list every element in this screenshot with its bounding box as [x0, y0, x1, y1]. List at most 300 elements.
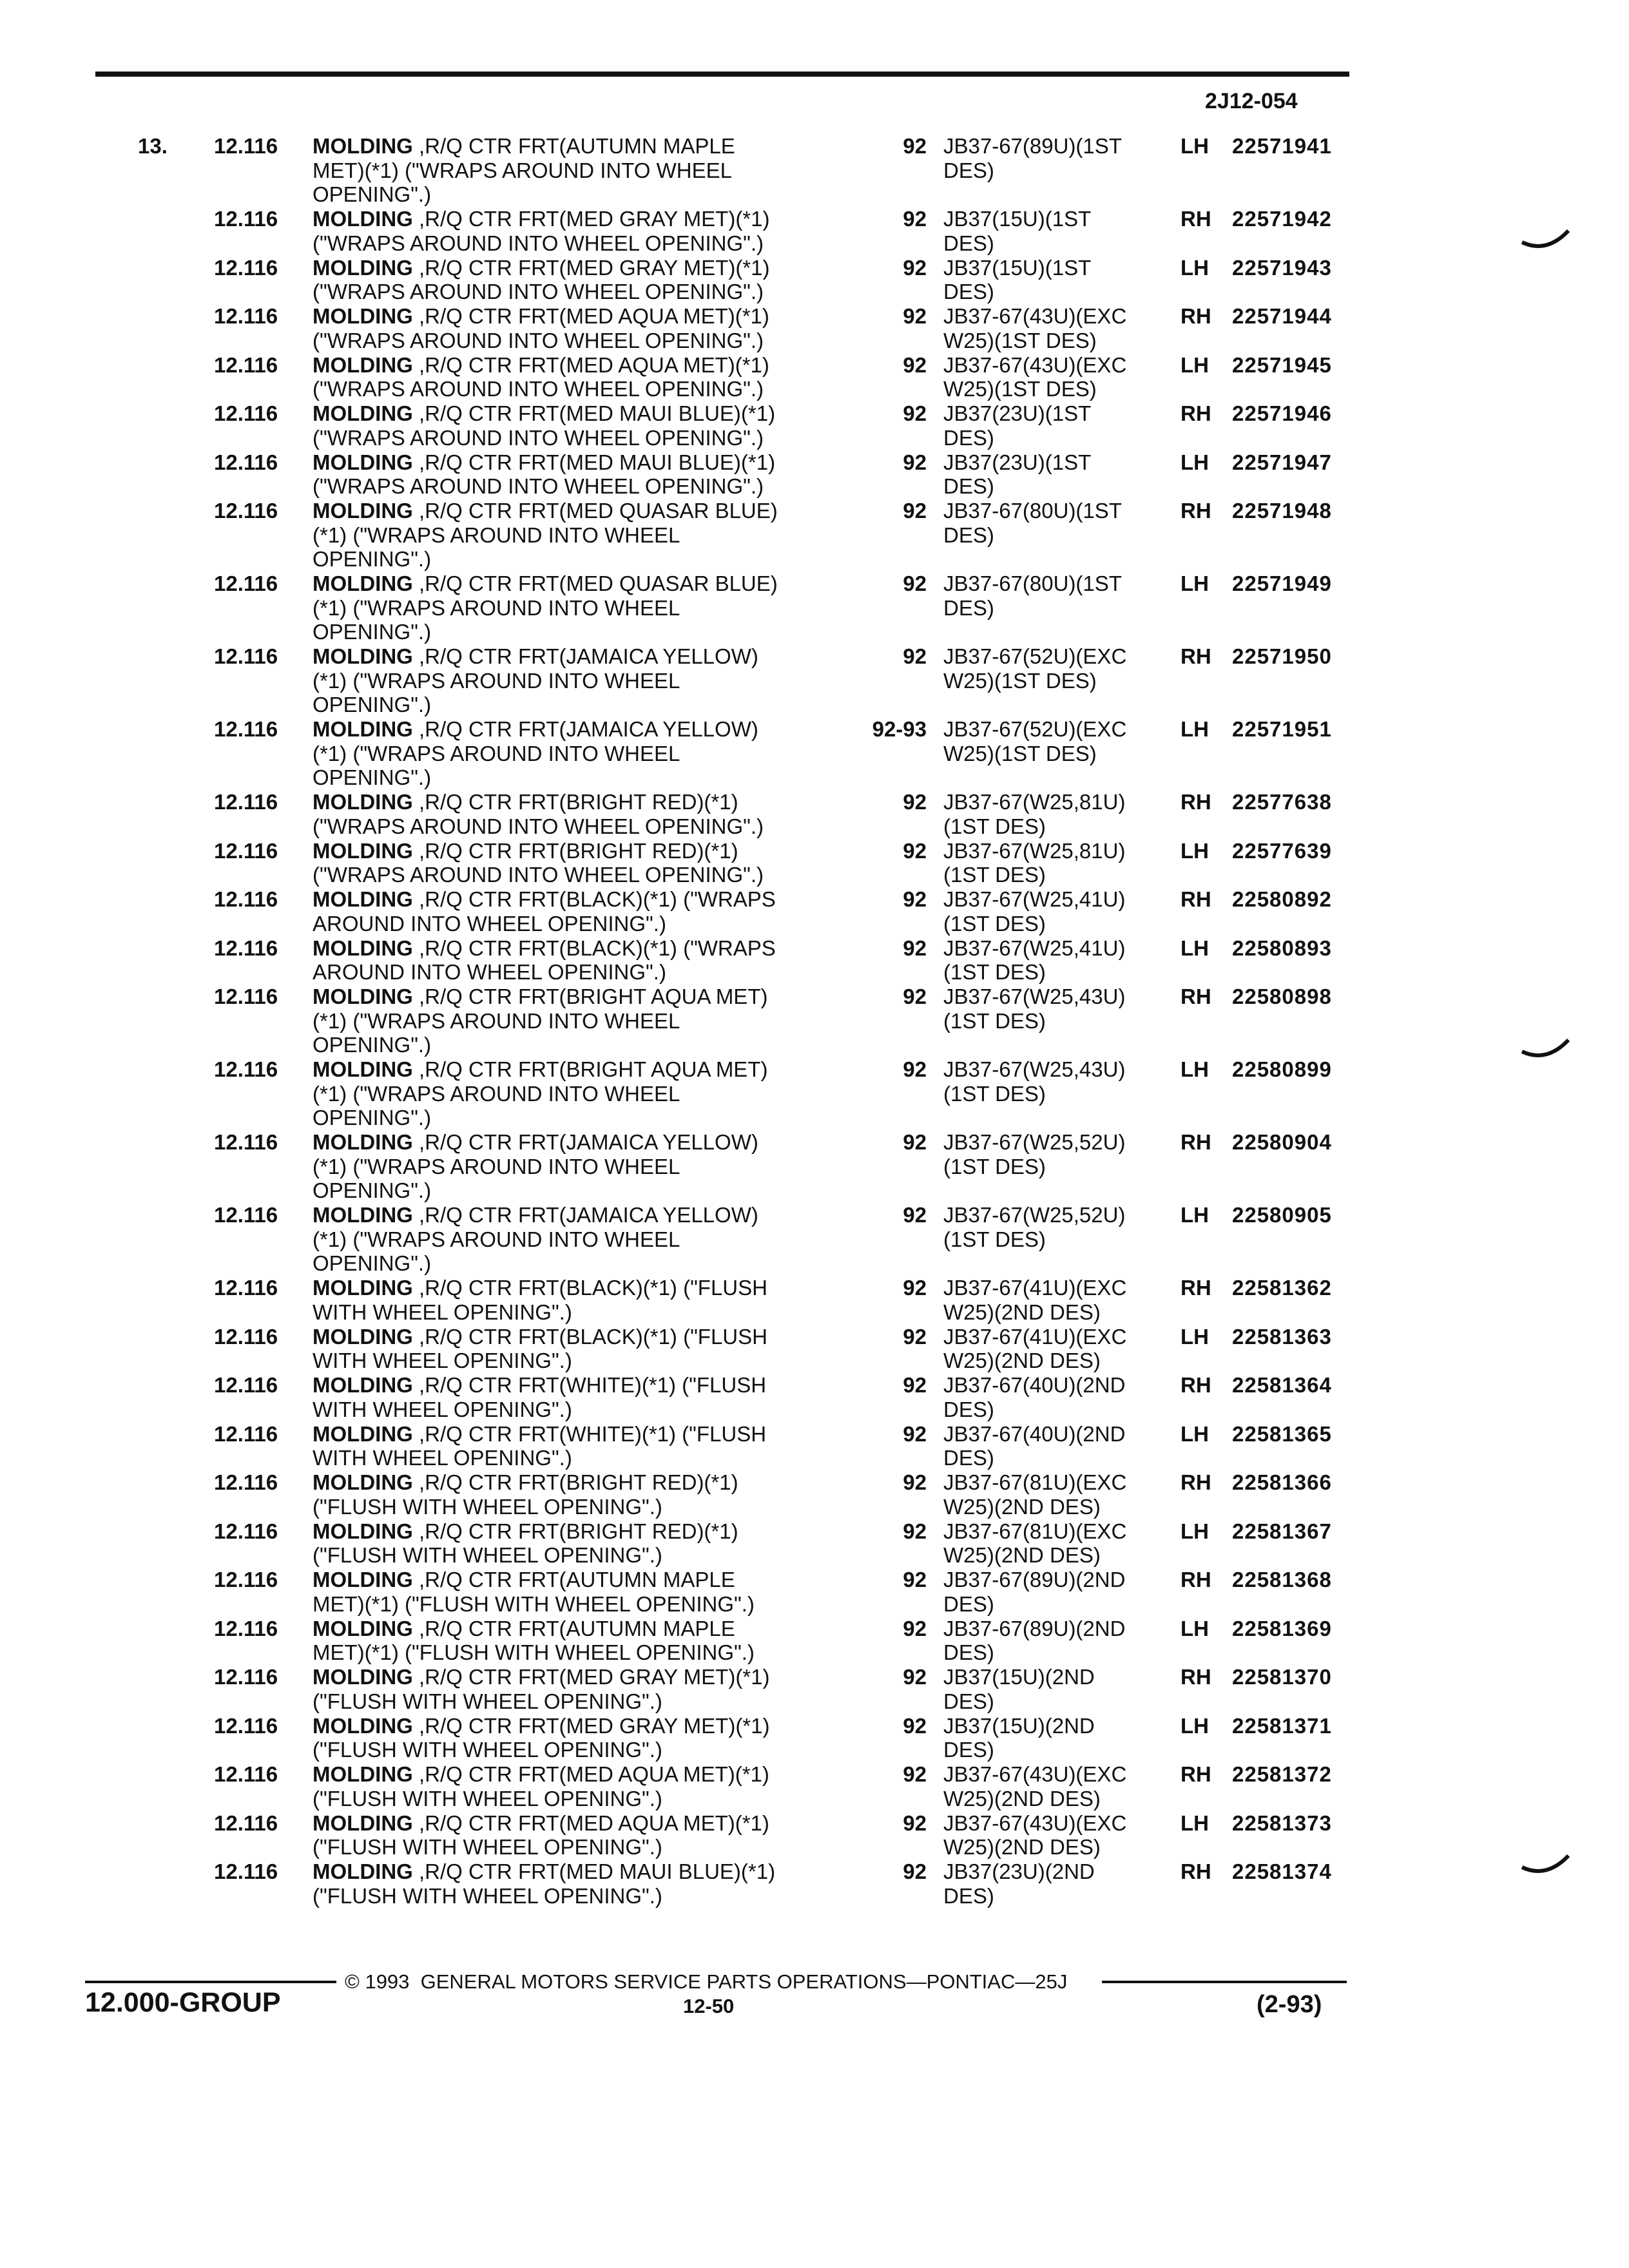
part-detail: ,R/Q CTR FRT(MED AQUA MET)(*1) ("FLUSH WITH WHEEL OPENING".): [313, 1762, 769, 1811]
part-name: MOLDING: [313, 1203, 413, 1227]
group-number: 12.116: [214, 1057, 278, 1081]
group-number: 12.116: [214, 499, 278, 523]
model-year: 92: [903, 1519, 927, 1543]
side-code: RH: [1181, 1665, 1211, 1689]
model-year: 92: [903, 936, 927, 960]
part-number: 22571943: [1232, 255, 1332, 280]
top-rule: [95, 72, 1349, 77]
usage-code: JB37(23U)(1ST DES): [943, 401, 1092, 450]
model-year: 92: [903, 1203, 927, 1227]
part-name: MOLDING: [313, 352, 413, 377]
part-number: 22581368: [1232, 1568, 1332, 1591]
part-name: MOLDING: [313, 936, 413, 960]
part-name: MOLDING: [313, 255, 413, 280]
group-number: 12.116: [214, 1203, 278, 1227]
part-name: MOLDING: [313, 450, 413, 474]
parts-row: [0, 985, 1629, 1057]
part-name: MOLDING: [313, 887, 413, 911]
side-code: LH: [1181, 1421, 1209, 1446]
parts-row: [0, 1519, 1629, 1568]
parts-row: [0, 1617, 1629, 1666]
parts-row: [0, 1203, 1629, 1276]
parts-row: [0, 1057, 1629, 1130]
footer-rule: [85, 1981, 336, 1983]
part-detail: ,R/Q CTR FRT(MED GRAY MET)(*1) ("WRAPS AROUND INTO WHEEL OPENING".): [313, 255, 770, 303]
part-number: 22581371: [1232, 1713, 1332, 1738]
part-name: MOLDING: [313, 207, 413, 231]
parts-row: [0, 1665, 1629, 1714]
side-code: LH: [1181, 1811, 1209, 1835]
part-number: 22577638: [1232, 790, 1332, 814]
part-detail: ,R/Q CTR FRT(JAMAICA YELLOW) (*1) ("WRAPS AROUND INTO WHEEL OPENING".): [313, 1130, 758, 1202]
part-description: [313, 304, 769, 352]
group-number: 12.116: [214, 717, 278, 741]
side-code: RH: [1181, 1470, 1211, 1494]
usage-code: JB37-67(W25,43U) (1ST DES): [943, 985, 1126, 1033]
model-year: 92: [903, 838, 927, 863]
group-label: 12.000-GROUP: [85, 1987, 281, 2018]
model-year: 92: [903, 1276, 927, 1300]
parts-row: [0, 401, 1629, 450]
model-year: 92: [903, 1811, 927, 1835]
part-detail: ,R/Q CTR FRT(MED AQUA MET)(*1) ("FLUSH WITH WHEEL OPENING".): [313, 1811, 769, 1859]
group-number: 12.116: [214, 936, 278, 960]
part-description: [313, 1422, 766, 1470]
part-description: [313, 936, 776, 985]
part-number: 22577639: [1232, 838, 1332, 863]
part-description: [313, 1519, 738, 1568]
parts-row: [0, 353, 1629, 402]
usage-code: JB37-67(43U)(EXC W25)(2ND DES): [943, 1762, 1127, 1811]
part-description: [313, 1470, 738, 1519]
usage-code: JB37(15U)(2ND DES): [943, 1665, 1095, 1713]
side-code: RH: [1181, 499, 1211, 523]
usage-code: JB37-67(40U)(2ND DES): [943, 1373, 1126, 1421]
parts-row: [0, 256, 1629, 305]
parts-row: [0, 207, 1629, 256]
group-number: 12.116: [214, 352, 278, 377]
model-year: 92: [903, 572, 927, 595]
part-name: MOLDING: [313, 1665, 413, 1689]
model-year: 92: [903, 1470, 927, 1494]
group-number: 12.116: [214, 1811, 278, 1835]
side-code: LH: [1181, 1203, 1209, 1227]
side-code: RH: [1181, 304, 1211, 328]
part-detail: ,R/Q CTR FRT(JAMAICA YELLOW) (*1) ("WRAPS AROUND INTO WHEEL OPENING".): [313, 644, 758, 716]
part-number: 22571944: [1232, 304, 1332, 328]
binder-mark: [1521, 227, 1570, 253]
model-year: 92: [903, 1713, 927, 1738]
part-number: 22581372: [1232, 1762, 1332, 1786]
side-code: RH: [1181, 207, 1211, 231]
side-code: RH: [1181, 644, 1211, 668]
usage-code: JB37-67(43U)(EXC W25)(1ST DES): [943, 352, 1127, 401]
side-code: RH: [1181, 887, 1211, 911]
usage-code: JB37-67(52U)(EXC W25)(1ST DES): [943, 717, 1127, 765]
group-number: 12.116: [214, 790, 278, 814]
group-number: 12.116: [214, 401, 278, 425]
group-number: 12.116: [214, 1568, 278, 1591]
usage-code: JB37-67(W25,52U) (1ST DES): [943, 1130, 1126, 1178]
part-detail: ,R/Q CTR FRT(WHITE)(*1) ("FLUSH WITH WHEEL OPENING".): [313, 1373, 767, 1421]
model-year: 92: [903, 887, 927, 911]
model-year: 92: [903, 1860, 927, 1883]
part-description: [313, 207, 770, 255]
usage-code: JB37(23U)(1ST DES): [943, 450, 1092, 498]
part-name: MOLDING: [313, 1373, 413, 1397]
group-number: 12.116: [214, 1713, 278, 1738]
part-detail: ,R/Q CTR FRT(WHITE)(*1) ("FLUSH WITH WHEEL OPENING".): [313, 1421, 767, 1470]
side-code: LH: [1181, 352, 1209, 377]
usage-code: JB37-67(40U)(2ND DES): [943, 1421, 1126, 1470]
part-detail: ,R/Q CTR FRT(JAMAICA YELLOW) (*1) ("WRAPS AROUND INTO WHEEL OPENING".): [313, 717, 758, 789]
part-number: 22581365: [1232, 1421, 1332, 1446]
model-year: 92: [903, 499, 927, 523]
usage-code: JB37-67(89U)(2ND DES): [943, 1616, 1126, 1664]
side-code: RH: [1181, 1373, 1211, 1397]
part-number: 22571941: [1232, 134, 1332, 158]
part-number: 22581370: [1232, 1665, 1332, 1689]
part-number: 22581364: [1232, 1373, 1332, 1397]
part-detail: ,R/Q CTR FRT(AUTUMN MAPLE MET)(*1) ("FLUSH WITH WHEEL OPENING".): [313, 1568, 755, 1616]
part-detail: ,R/Q CTR FRT(BLACK)(*1) ("FLUSH WITH WHEEL OPENING".): [313, 1276, 767, 1324]
usage-code: JB37-67(52U)(EXC W25)(1ST DES): [943, 644, 1127, 693]
parts-row: [0, 790, 1629, 839]
part-number: 22580905: [1232, 1203, 1332, 1227]
part-number: 22571951: [1232, 717, 1332, 741]
part-description: [313, 790, 764, 838]
part-detail: ,R/Q CTR FRT(MED MAUI BLUE)(*1) ("WRAPS AROUND INTO WHEEL OPENING".): [313, 450, 776, 498]
model-year: 92: [903, 401, 927, 425]
part-description: [313, 1762, 769, 1811]
part-name: MOLDING: [313, 985, 413, 1008]
usage-code: JB37-67(W25,41U) (1ST DES): [943, 936, 1126, 984]
parts-row: [0, 1568, 1629, 1617]
usage-code: JB37-67(80U)(1ST DES): [943, 572, 1122, 620]
part-detail: ,R/Q CTR FRT(MED GRAY MET)(*1) ("WRAPS AROUND INTO WHEEL OPENING".): [313, 207, 770, 255]
usage-code: JB37-67(89U)(2ND DES): [943, 1568, 1126, 1616]
part-description: [313, 572, 778, 644]
part-name: MOLDING: [313, 134, 413, 158]
usage-code: JB37-67(81U)(EXC W25)(2ND DES): [943, 1519, 1127, 1567]
part-name: MOLDING: [313, 1130, 413, 1154]
side-code: RH: [1181, 1568, 1211, 1591]
revision-date: (2-93): [1257, 1991, 1322, 2018]
model-year: 92: [903, 1373, 927, 1397]
model-year: 92: [903, 255, 927, 280]
side-code: LH: [1181, 1057, 1209, 1081]
group-number: 12.116: [214, 255, 278, 280]
part-detail: ,R/Q CTR FRT(JAMAICA YELLOW) (*1) ("WRAPS AROUND INTO WHEEL OPENING".): [313, 1203, 758, 1275]
usage-code: JB37-67(W25,81U) (1ST DES): [943, 790, 1126, 838]
parts-row: [0, 1373, 1629, 1422]
part-description: [313, 499, 778, 572]
model-year: 92: [903, 1324, 927, 1349]
model-year: 92: [903, 352, 927, 377]
part-number: 22571946: [1232, 401, 1332, 425]
side-code: LH: [1181, 572, 1209, 595]
group-number: 12.116: [214, 1421, 278, 1446]
footer-rule: [1102, 1981, 1347, 1983]
model-year: 92: [903, 1130, 927, 1154]
group-number: 12.116: [214, 644, 278, 668]
parts-row: [0, 1714, 1629, 1763]
group-number: 12.116: [214, 1519, 278, 1543]
part-detail: ,R/Q CTR FRT(BRIGHT RED)(*1) ("WRAPS AROUND INTO WHEEL OPENING".): [313, 838, 764, 887]
group-number: 12.116: [214, 887, 278, 911]
parts-row: [0, 572, 1629, 644]
part-number: 22580893: [1232, 936, 1332, 960]
side-code: RH: [1181, 790, 1211, 814]
part-detail: ,R/Q CTR FRT(MED MAUI BLUE)(*1) ("WRAPS AROUND INTO WHEEL OPENING".): [313, 401, 776, 450]
group-number: 12.116: [214, 1324, 278, 1349]
side-code: LH: [1181, 1713, 1209, 1738]
usage-code: JB37-67(W25,41U) (1ST DES): [943, 887, 1126, 936]
part-detail: ,R/Q CTR FRT(BRIGHT RED)(*1) ("WRAPS AROUND INTO WHEEL OPENING".): [313, 790, 764, 838]
usage-code: JB37(15U)(1ST DES): [943, 207, 1092, 255]
model-year: 92: [903, 1665, 927, 1689]
part-detail: ,R/Q CTR FRT(BRIGHT RED)(*1) ("FLUSH WITH WHEEL OPENING".): [313, 1470, 738, 1519]
group-number: 12.116: [214, 1373, 278, 1397]
side-code: LH: [1181, 1324, 1209, 1349]
part-name: MOLDING: [313, 499, 413, 523]
model-year: 92: [903, 134, 927, 158]
part-description: [313, 1276, 767, 1324]
part-detail: ,R/Q CTR FRT(AUTUMN MAPLE MET)(*1) ("WRAPS AROUND INTO WHEEL OPENING".): [313, 134, 735, 206]
page-number: 12-50: [683, 1995, 735, 2017]
part-name: MOLDING: [313, 1860, 413, 1883]
part-name: MOLDING: [313, 1519, 413, 1543]
side-code: LH: [1181, 936, 1209, 960]
part-name: MOLDING: [313, 1713, 413, 1738]
part-number: 22571945: [1232, 352, 1332, 377]
side-code: LH: [1181, 838, 1209, 863]
parts-row: [0, 1470, 1629, 1519]
part-detail: ,R/Q CTR FRT(BRIGHT AQUA MET) (*1) ("WRAPS AROUND INTO WHEEL OPENING".): [313, 1057, 768, 1129]
part-description: [313, 401, 775, 450]
part-number: 22581367: [1232, 1519, 1332, 1543]
part-number: 22571947: [1232, 450, 1332, 474]
part-name: MOLDING: [313, 1762, 413, 1786]
part-name: MOLDING: [313, 1616, 413, 1640]
parts-row: [0, 450, 1629, 499]
usage-code: JB37-67(43U)(EXC W25)(2ND DES): [943, 1811, 1127, 1859]
part-number: 22571942: [1232, 207, 1332, 231]
model-year: 92: [903, 790, 927, 814]
binder-mark: [1521, 1036, 1570, 1062]
part-name: MOLDING: [313, 644, 413, 668]
side-code: LH: [1181, 134, 1209, 158]
part-detail: ,R/Q CTR FRT(MED QUASAR BLUE) (*1) ("WRAPS AROUND INTO WHEEL OPENING".): [313, 499, 778, 571]
part-number: 22580892: [1232, 887, 1332, 911]
part-description: [313, 717, 758, 790]
part-description: [313, 1860, 775, 1908]
part-detail: ,R/Q CTR FRT(BLACK)(*1) ("WRAPS AROUND INTO WHEEL OPENING".): [313, 887, 776, 936]
parts-row: [0, 1276, 1629, 1325]
model-year: 92-93: [872, 717, 927, 741]
part-number: 22571948: [1232, 499, 1332, 523]
usage-code: JB37-67(43U)(EXC W25)(1ST DES): [943, 304, 1127, 352]
part-number: 22571949: [1232, 572, 1332, 595]
part-description: [313, 887, 776, 936]
parts-row: [0, 887, 1629, 936]
group-number: 12.116: [214, 1762, 278, 1786]
part-description: [313, 256, 770, 304]
side-code: RH: [1181, 401, 1211, 425]
doc-code: 2J12-054: [1205, 89, 1298, 113]
usage-code: JB37-67(80U)(1ST DES): [943, 499, 1122, 547]
side-code: LH: [1181, 255, 1209, 280]
group-number: 12.116: [214, 1470, 278, 1494]
side-code: LH: [1181, 1616, 1209, 1640]
parts-row: [0, 936, 1629, 985]
part-detail: ,R/Q CTR FRT(MED GRAY MET)(*1) ("FLUSH WITH WHEEL OPENING".): [313, 1713, 770, 1762]
part-description: [313, 839, 764, 887]
model-year: 92: [903, 450, 927, 474]
usage-code: JB37-67(41U)(EXC W25)(2ND DES): [943, 1276, 1127, 1324]
parts-row: [0, 134, 1629, 207]
item-number: 13.: [138, 134, 168, 158]
usage-code: JB37-67(W25,43U) (1ST DES): [943, 1057, 1126, 1106]
group-number: 12.116: [214, 207, 278, 231]
group-number: 12.116: [214, 572, 278, 595]
usage-code: JB37-67(W25,52U) (1ST DES): [943, 1203, 1126, 1251]
group-number: 12.116: [214, 1616, 278, 1640]
usage-code: JB37-67(W25,81U) (1ST DES): [943, 838, 1126, 887]
parts-row: [0, 1762, 1629, 1811]
group-number: 12.116: [214, 1860, 278, 1883]
part-detail: ,R/Q CTR FRT(BRIGHT AQUA MET) (*1) ("WRAPS AROUND INTO WHEEL OPENING".): [313, 985, 768, 1057]
usage-code: JB37-67(89U)(1ST DES): [943, 134, 1122, 182]
part-description: [313, 353, 769, 401]
part-description: [313, 1714, 770, 1762]
part-number: 22581369: [1232, 1616, 1332, 1640]
parts-list: [0, 134, 1629, 1908]
model-year: 92: [903, 1057, 927, 1081]
group-number: 12.116: [214, 1665, 278, 1689]
part-number: 22580898: [1232, 985, 1332, 1008]
usage-code: JB37(15U)(1ST DES): [943, 255, 1092, 303]
part-name: MOLDING: [313, 1057, 413, 1081]
group-number: 12.116: [214, 134, 278, 158]
part-number: 22581373: [1232, 1811, 1332, 1835]
parts-row: [0, 839, 1629, 888]
parts-row: [0, 1422, 1629, 1471]
model-year: 92: [903, 207, 927, 231]
model-year: 92: [903, 644, 927, 668]
part-detail: ,R/Q CTR FRT(BRIGHT RED)(*1) ("FLUSH WITH WHEEL OPENING".): [313, 1519, 738, 1567]
part-name: MOLDING: [313, 717, 413, 741]
group-number: 12.116: [214, 1276, 278, 1300]
part-description: [313, 644, 758, 717]
part-name: MOLDING: [313, 572, 413, 595]
part-description: [313, 1617, 755, 1665]
part-detail: ,R/Q CTR FRT(MED GRAY MET)(*1) ("FLUSH WITH WHEEL OPENING".): [313, 1665, 770, 1713]
part-name: MOLDING: [313, 401, 413, 425]
part-number: 22580899: [1232, 1057, 1332, 1081]
part-description: [313, 1811, 769, 1860]
parts-row: [0, 1811, 1629, 1860]
part-detail: ,R/Q CTR FRT(BLACK)(*1) ("WRAPS AROUND INTO WHEEL OPENING".): [313, 936, 776, 984]
parts-row: [0, 1130, 1629, 1203]
part-description: [313, 1568, 755, 1616]
copyright-notice: © 1993 GENERAL MOTORS SERVICE PARTS OPERATIONS—PONTIAC—25J: [345, 1970, 1068, 1993]
part-name: MOLDING: [313, 1421, 413, 1446]
part-description: [313, 1665, 770, 1713]
usage-code: JB37-67(81U)(EXC W25)(2ND DES): [943, 1470, 1127, 1519]
part-number: 22581362: [1232, 1276, 1332, 1300]
usage-code: JB37-67(41U)(EXC W25)(2ND DES): [943, 1324, 1127, 1372]
part-description: [313, 450, 775, 499]
part-name: MOLDING: [313, 1276, 413, 1300]
model-year: 92: [903, 1616, 927, 1640]
parts-row: [0, 1860, 1629, 1908]
part-detail: ,R/Q CTR FRT(MED QUASAR BLUE) (*1) ("WRAPS AROUND INTO WHEEL OPENING".): [313, 572, 778, 644]
part-number: 22581363: [1232, 1324, 1332, 1349]
part-description: [313, 1203, 758, 1276]
part-number: 22581366: [1232, 1470, 1332, 1494]
side-code: RH: [1181, 1860, 1211, 1883]
model-year: 92: [903, 304, 927, 328]
usage-code: JB37(23U)(2ND DES): [943, 1860, 1095, 1908]
model-year: 92: [903, 1762, 927, 1786]
parts-row: [0, 644, 1629, 717]
group-number: 12.116: [214, 985, 278, 1008]
side-code: RH: [1181, 1276, 1211, 1300]
model-year: 92: [903, 1421, 927, 1446]
side-code: LH: [1181, 450, 1209, 474]
group-number: 12.116: [214, 304, 278, 328]
group-number: 12.116: [214, 450, 278, 474]
part-name: MOLDING: [313, 1324, 413, 1349]
part-name: MOLDING: [313, 1811, 413, 1835]
part-name: MOLDING: [313, 838, 413, 863]
side-code: RH: [1181, 985, 1211, 1008]
part-detail: ,R/Q CTR FRT(MED AQUA MET)(*1) ("WRAPS AROUND INTO WHEEL OPENING".): [313, 352, 769, 401]
part-number: 22581374: [1232, 1860, 1332, 1883]
part-detail: ,R/Q CTR FRT(AUTUMN MAPLE MET)(*1) ("FLUSH WITH WHEEL OPENING".): [313, 1616, 755, 1664]
parts-row: [0, 304, 1629, 353]
part-name: MOLDING: [313, 1470, 413, 1494]
part-detail: ,R/Q CTR FRT(BLACK)(*1) ("FLUSH WITH WHEEL OPENING".): [313, 1324, 767, 1372]
part-description: [313, 1057, 767, 1130]
part-name: MOLDING: [313, 304, 413, 328]
parts-row: [0, 499, 1629, 572]
group-number: 12.116: [214, 1130, 278, 1154]
usage-code: JB37(15U)(2ND DES): [943, 1713, 1095, 1762]
side-code: LH: [1181, 717, 1209, 741]
part-number: 22571950: [1232, 644, 1332, 668]
part-description: [313, 134, 735, 207]
binder-mark: [1521, 1852, 1570, 1878]
part-description: [313, 1373, 766, 1421]
group-number: 12.116: [214, 838, 278, 863]
part-number: 22580904: [1232, 1130, 1332, 1154]
part-detail: ,R/Q CTR FRT(MED MAUI BLUE)(*1) ("FLUSH WITH WHEEL OPENING".): [313, 1860, 776, 1908]
side-code: RH: [1181, 1762, 1211, 1786]
parts-row: [0, 717, 1629, 790]
side-code: RH: [1181, 1130, 1211, 1154]
part-description: [313, 1325, 767, 1373]
part-name: MOLDING: [313, 1568, 413, 1591]
part-name: MOLDING: [313, 790, 413, 814]
model-year: 92: [903, 985, 927, 1008]
part-description: [313, 1130, 758, 1203]
part-description: [313, 985, 767, 1057]
model-year: 92: [903, 1568, 927, 1591]
side-code: LH: [1181, 1519, 1209, 1543]
part-detail: ,R/Q CTR FRT(MED AQUA MET)(*1) ("WRAPS AROUND INTO WHEEL OPENING".): [313, 304, 769, 352]
